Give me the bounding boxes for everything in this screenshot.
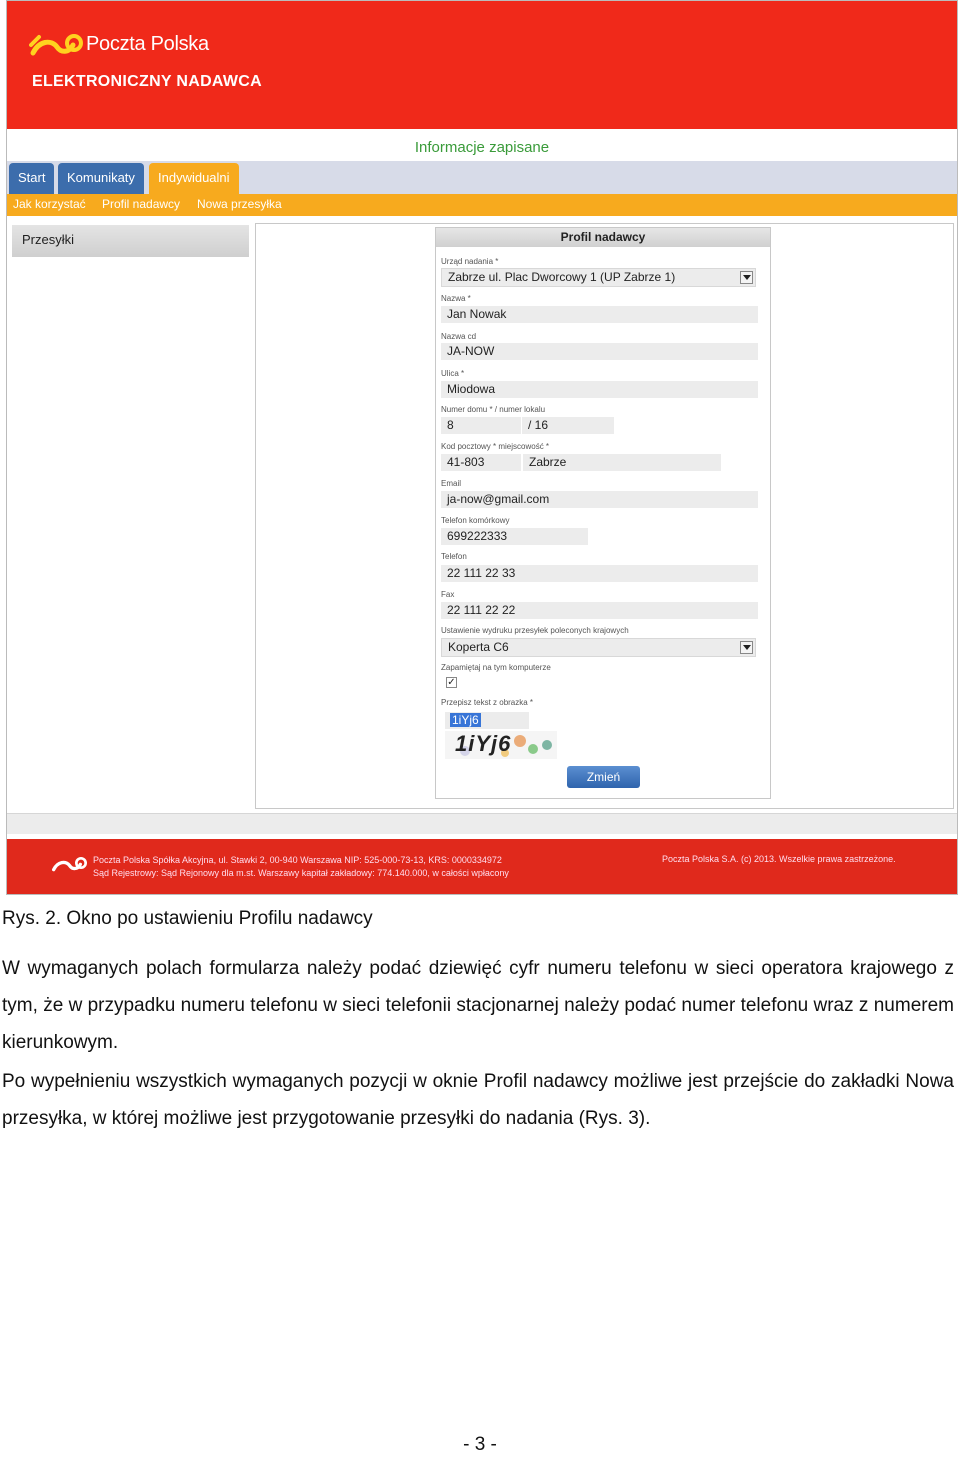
numer-label: Numer domu * / numer lokalu bbox=[441, 405, 546, 414]
tab-indywidualni[interactable]: Indywidualni bbox=[149, 163, 239, 194]
telefon-label: Telefon bbox=[441, 552, 467, 561]
tab-start[interactable]: Start bbox=[9, 163, 54, 194]
wydruk-label: Ustawienie wydruku przesyłek poleconych krajowych bbox=[441, 626, 629, 635]
body-paragraph-2: Po wypełnieniu wszystkich wymaganych pozycji w oknie Profil nadawcy możliwe jest przejście do zakładki Nowa przesyłka, w której możliwe jest przygotowanie przesyłki do nadania (Rys. 3). bbox=[2, 1071, 954, 1129]
urzad-select[interactable] bbox=[441, 268, 756, 287]
sidebar-item-label: Przesyłki bbox=[22, 232, 75, 247]
numer-domu-input[interactable]: 8 bbox=[441, 417, 521, 434]
email-label: Email bbox=[441, 479, 462, 488]
captcha-image-text: 1iYj6 bbox=[455, 731, 512, 756]
app-footer bbox=[7, 839, 957, 894]
footer-company-info: Poczta Polska Spółka Akcyjna, ul. Stawki 2, 00-940 Warszawa NIP: 525-000-73-13, KRS: 0000334972 bbox=[93, 855, 502, 865]
brand-name: Poczta Polska bbox=[86, 33, 209, 55]
form-title: Profil nadawcy bbox=[436, 228, 770, 247]
footer-copyright: Poczta Polska S.A. (c) 2013. Wszelkie prawa zastrzeżone. bbox=[662, 854, 896, 864]
kod-label: Kod pocztowy * miejscowość * bbox=[441, 442, 550, 451]
ulica-input[interactable]: Miodowa bbox=[441, 381, 758, 398]
post-horn-logo-icon bbox=[29, 31, 83, 61]
fax-input[interactable]: 22 111 22 22 bbox=[441, 602, 758, 619]
sidebar-item-przesylki[interactable] bbox=[12, 225, 249, 257]
captcha-label: Przepisz tekst z obrazka * bbox=[441, 698, 534, 707]
email-input[interactable]: ja-now@gmail.com bbox=[441, 491, 758, 508]
zapamietaj-checkbox[interactable]: ✓ bbox=[447, 677, 456, 688]
nazwa-cd-input[interactable]: JA-NOW bbox=[441, 343, 758, 360]
nazwa-label: Nazwa * bbox=[441, 294, 471, 303]
komorka-label: Telefon komórkowy bbox=[441, 516, 510, 525]
subnav-nowa-przesylka[interactable]: Nowa przesyłka bbox=[197, 197, 282, 211]
body-paragraph-1: W wymaganych polach formularza należy podać dziewięć cyfr numeru telefonu w sieci operatora krajowego z tym, że w przypadku numeru telefonu w sieci telefonii stacjonarnej należy podać numer telefonu wraz z numerem kierunkowym. bbox=[2, 958, 954, 1053]
urzad-label: Urząd nadania * bbox=[441, 257, 499, 266]
wydruk-select[interactable] bbox=[441, 638, 756, 657]
post-horn-logo-icon bbox=[51, 855, 87, 875]
sender-profile-form bbox=[435, 227, 771, 799]
wydruk-value: Koperta C6 bbox=[448, 640, 509, 654]
komorka-input[interactable]: 699222333 bbox=[441, 528, 588, 545]
app-header bbox=[7, 1, 957, 129]
fax-label: Fax bbox=[441, 590, 455, 599]
kod-pocztowy-input[interactable]: 41-803 bbox=[441, 454, 521, 471]
subnav-profil-nadawcy[interactable]: Profil nadawcy bbox=[102, 197, 181, 211]
captcha-input-value: 1iYj6 bbox=[452, 713, 479, 727]
captcha-image bbox=[445, 731, 557, 759]
zapamietaj-label: Zapamiętaj na tym komputerze bbox=[441, 663, 551, 672]
telefon-input[interactable]: 22 111 22 33 bbox=[441, 565, 758, 582]
screenshot-window bbox=[6, 0, 958, 895]
main-tabs bbox=[7, 161, 957, 194]
nazwa-cd-label: Nazwa cd bbox=[441, 332, 477, 341]
tab-komunikaty[interactable]: Komunikaty bbox=[58, 163, 144, 194]
chevron-down-icon[interactable] bbox=[740, 641, 753, 654]
footer-registry-info: Sąd Rejestrowy: Sąd Rejonowy dla m.st. Warszawy kapitał zakładowy: 774.140.000, w całości wpłacony bbox=[93, 868, 509, 878]
status-message: Informacje zapisane bbox=[414, 139, 550, 156]
page-number: - 3 - bbox=[463, 1434, 497, 1455]
numer-lokalu-input[interactable]: / 16 bbox=[522, 417, 614, 434]
captcha-input[interactable] bbox=[445, 712, 529, 729]
urzad-value: Zabrze ul. Plac Dworcowy 1 (UP Zabrze 1) bbox=[448, 270, 676, 284]
zmien-button[interactable]: Zmień bbox=[567, 766, 640, 788]
nazwa-input[interactable]: Jan Nowak bbox=[441, 306, 758, 323]
footer-spacer bbox=[7, 813, 957, 834]
miejscowosc-input[interactable]: Zabrze bbox=[523, 454, 721, 471]
figure-caption: Rys. 2. Okno po ustawieniu Profilu nadawcy bbox=[2, 908, 373, 929]
sub-navigation bbox=[7, 194, 957, 216]
ulica-label: Ulica * bbox=[441, 369, 465, 378]
subnav-jak-korzystac[interactable]: Jak korzystać bbox=[13, 197, 86, 211]
chevron-down-icon[interactable] bbox=[740, 271, 753, 284]
app-name: ELEKTRONICZNY NADAWCA bbox=[32, 73, 263, 90]
